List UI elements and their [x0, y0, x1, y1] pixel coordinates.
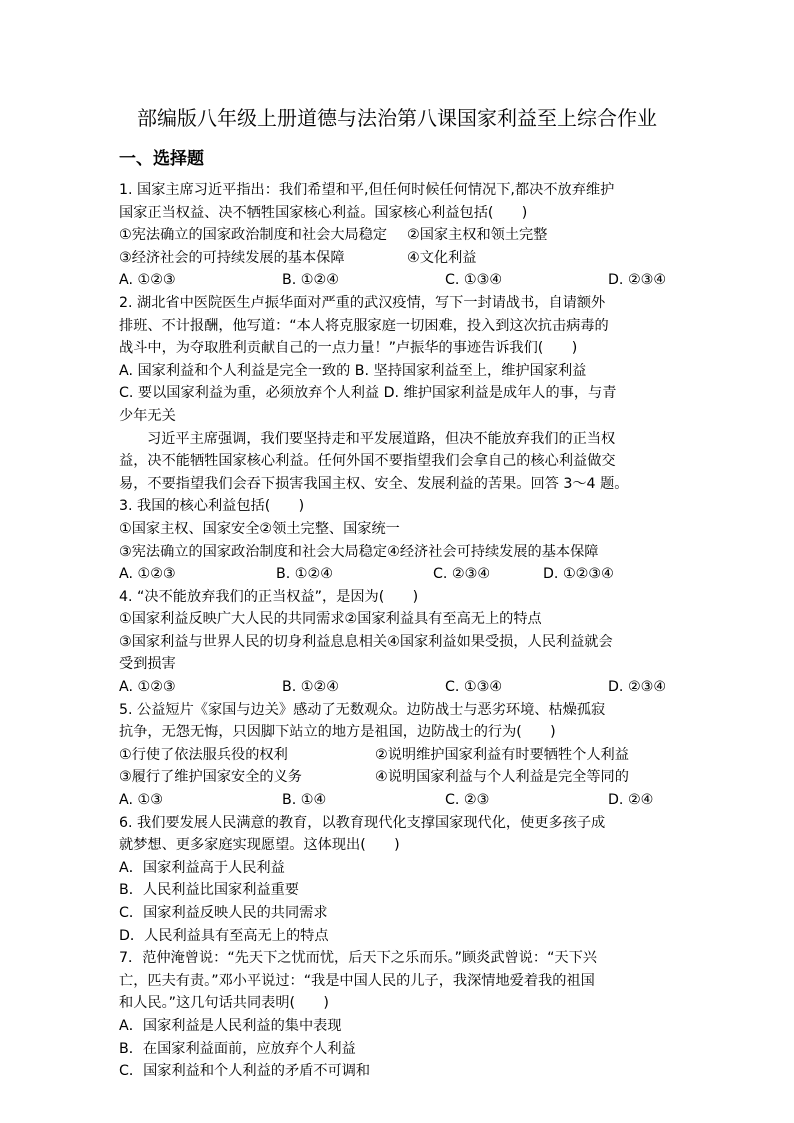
question-2: [119, 292, 675, 428]
passage-line: 益，决不能牺牲国家核心利益。任何外国不要指望我们会拿自己的核心利益做交: [119, 453, 616, 470]
statement-row: [119, 744, 675, 767]
passage-line: 易，不要指望我们会吞下损害我国主权、安全、发展利益的苦果。回答 3～4 题。: [119, 475, 629, 492]
option-b: B．人民利益比国家利益重要: [119, 882, 299, 899]
option-line: C. 要以国家利益为重，必须放弃个人利益 D. 维护国家利益是成年人的事，与青: [119, 385, 617, 402]
passage-line: 习近平主席强调，我们要坚持走和平发展道路，但决不能放弃我们的正当权: [147, 430, 616, 447]
question-stem: 抗争，无怨无悔，只因脚下站立的地方是祖国，边防战士的行为( ): [119, 724, 556, 741]
question-stem: 5. 公益短片《家国与边关》感动了无数观众。边防战士与恶劣环境、枯燥孤寂: [119, 701, 606, 718]
statement: ③国家利益与世界人民的切身利益息息相关④国家利益如果受损，人民利益就会: [119, 633, 613, 650]
question-stem: 6. 我们要发展人民满意的教育，以教育现代化支撑国家现代化，使更多孩子成: [119, 814, 606, 831]
option-d: D. ①②③④: [543, 566, 614, 583]
question-stem: 国家正当权益、决不牺牲国家核心利益。国家核心利益包括( ): [119, 204, 528, 221]
question-stem: 战斗中，为夺取胜利贡献自己的一点力量！”卢振华的事迹告诉我们( ): [119, 340, 578, 357]
question-stem: 和人民。”这几句话共同表明( ): [119, 995, 329, 1012]
question-stem: 7．范仲淹曾说：“先天下之忧而忧，后天下之乐而乐。”顾炎武曾说：“天下兴: [119, 950, 597, 967]
reading-passage: [119, 428, 675, 496]
option-c: C. ①③④: [445, 272, 503, 289]
option-b: B. ①②④: [282, 272, 339, 289]
statement: ④说明国家利益与个人利益是完全等同的: [375, 769, 629, 786]
statement: ③宪法确立的国家政治制度和社会大局稳定④经济社会可持续发展的基本保障: [119, 543, 599, 560]
option-c: C. ①③④: [445, 679, 503, 696]
question-stem: 排班、不计报酬，他写道：“本人将克服家庭一切困难，投入到这次抗击病毒的: [119, 317, 609, 334]
option-a: A．国家利益是人民利益的集中表现: [119, 1017, 342, 1034]
statement: ①宪法确立的国家政治制度和社会大局稳定: [119, 227, 388, 244]
option-row: [119, 789, 675, 812]
statement: ②国家主权和领土完整: [407, 227, 548, 244]
option-row: [119, 269, 675, 292]
option-c: C. ②③: [445, 792, 490, 809]
statement-row: [119, 224, 675, 247]
option-a: A. ①②③: [119, 272, 176, 289]
option-row: [119, 563, 675, 586]
option-b: B. ①④: [282, 792, 327, 809]
statement: 受到损害: [119, 656, 176, 673]
statement: ①国家利益反映广大人民的共同需求②国家利益具有至高无上的特点: [119, 611, 542, 628]
question-4: [119, 586, 675, 699]
question-list: [119, 179, 675, 1083]
option-a: A. ①②③: [119, 679, 176, 696]
page-title: 部编版八年级上册道德与法治第八课国家利益至上综合作业: [137, 106, 657, 130]
option-a: A．国家利益高于人民利益: [119, 859, 285, 876]
question-stem: 亡，匹夫有责。”邓小平说过：“我是中国人民的儿子，我深情地爱着我的祖国: [119, 972, 595, 989]
option-line: A. 国家利益和个人利益是完全一致的 B. 坚持国家利益至上，维护国家利益: [119, 362, 587, 379]
statement-row: [119, 247, 675, 270]
question-7: [119, 947, 675, 1083]
option-d: D．人民利益具有至高无上的特点: [119, 927, 329, 944]
statement: ①行使了依法服兵役的权利: [119, 746, 288, 763]
option-line: 少年无关: [119, 407, 176, 424]
option-b: B. ①②④: [282, 679, 339, 696]
option-a: A. ①③: [119, 792, 163, 809]
option-d: D. ②③④: [608, 679, 667, 696]
question-1: [119, 179, 675, 292]
option-d: D. ②③④: [608, 272, 667, 289]
question-3: [119, 495, 675, 585]
question-stem: 4. “决不能放弃我们的正当权益”，是因为( ): [119, 588, 419, 605]
option-c: C．国家利益反映人民的共同需求: [119, 905, 328, 921]
statement: ③经济社会的可持续发展的基本保障: [119, 249, 345, 266]
option-d: D. ②④: [608, 792, 654, 809]
statement: ①国家主权、国家安全②领土完整、国家统一: [119, 520, 400, 537]
question-6: [119, 812, 675, 948]
question-stem: 3. 我国的核心利益包括( ): [119, 498, 305, 515]
section-heading: 一、选择题: [119, 149, 204, 169]
option-c: C. ②③④: [433, 566, 491, 583]
question-5: [119, 699, 675, 812]
statement: ④文化利益: [407, 249, 477, 266]
statement: ③履行了维护国家安全的义务: [119, 769, 302, 786]
option-b: B. ①②④: [276, 566, 333, 583]
question-stem: 2. 湖北省中医院医生卢振华面对严重的武汉疫情，写下一封请战书，自请额外: [119, 294, 606, 311]
option-a: A. ①②③: [119, 566, 176, 583]
statement: ②说明维护国家利益有时要牺牲个人利益: [375, 746, 629, 763]
option-row: [119, 676, 675, 699]
question-stem: 1. 国家主席习近平指出：我们希望和平,但任何时候任何情况下,都决不放弃维护: [119, 182, 615, 198]
statement-row: [119, 766, 675, 789]
option-b: B．在国家利益面前，应放弃个人利益: [119, 1040, 356, 1057]
question-stem: 就梦想、更多家庭实现愿望。这体现出( ): [119, 837, 400, 854]
option-c: C．国家利益和个人利益的矛盾不可调和: [119, 1063, 371, 1080]
